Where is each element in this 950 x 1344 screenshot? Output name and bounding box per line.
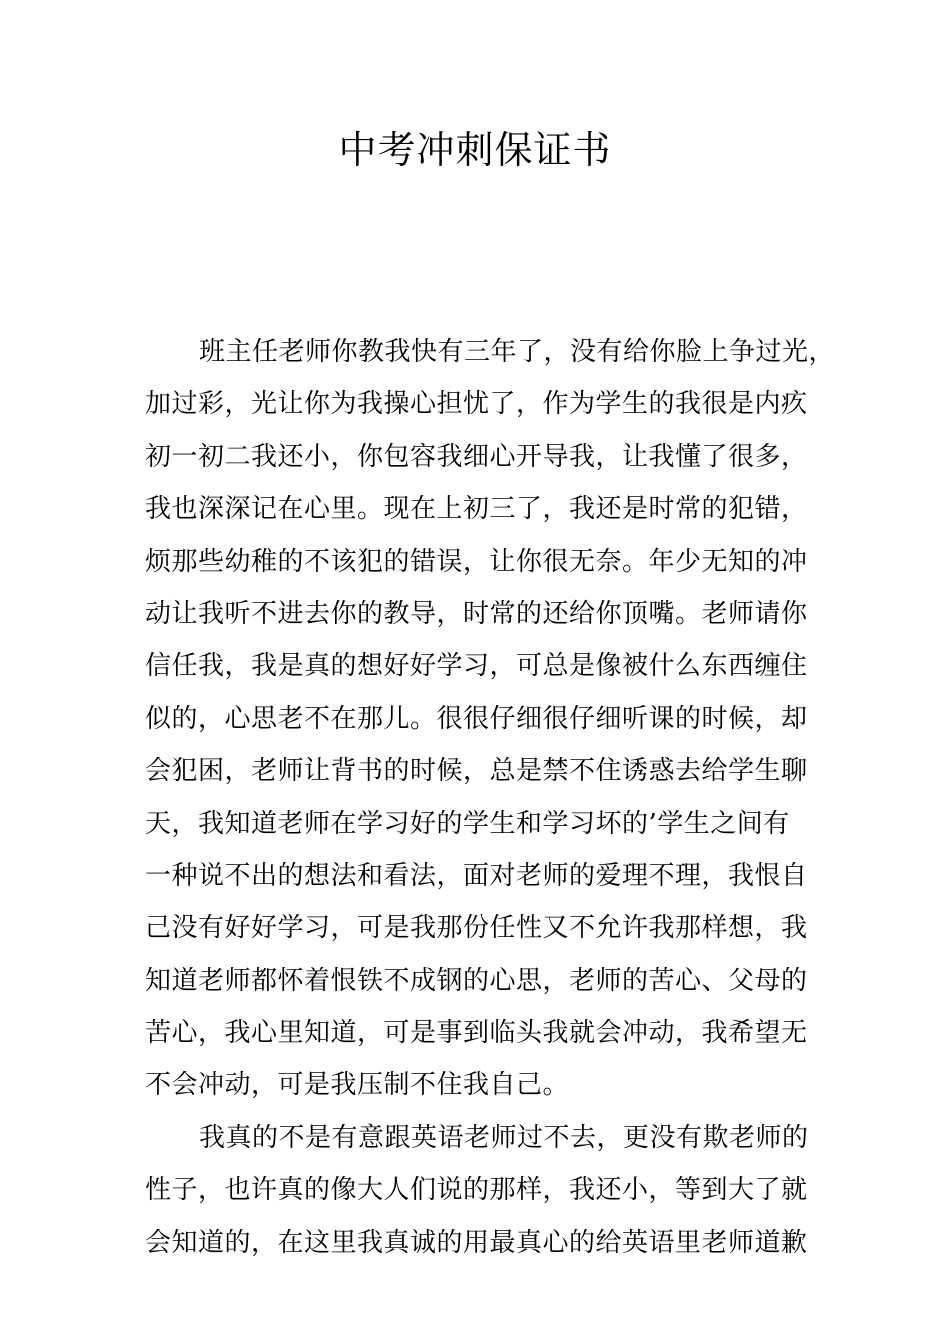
text-line: 我也深深记在心里。现在上初三了，我还是时常的犯错， (145, 494, 808, 525)
text-line: 一种说不出的想法和看法，面对老师的爱理不理，我恨自 (145, 860, 808, 891)
text-line: 加过彩，光让你为我操心担忧了，作为学生的我很是内疚 (145, 389, 808, 420)
text-line: 烦那些幼稚的不该犯的错误，让你很无奈。年少无知的冲 (145, 546, 808, 577)
text-line: 初一初二我还小，你包容我细心开导我，让我懂了很多， (145, 441, 808, 472)
document-title: 中考冲刺保证书 (338, 128, 612, 172)
text-line: 知道老师都怀着恨铁不成钢的心思，老师的苦心、父母的 (145, 965, 808, 996)
text-line: 班主任老师你教我快有三年了，没有给你脸上争过光， (199, 337, 836, 367)
text-line: 性子，也许真的像大人们说的那样，我还小，等到大了就 (145, 1175, 808, 1206)
text-line: 我真的不是有意跟英语老师过不去，更没有欺老师的 (199, 1122, 809, 1153)
text-line: 不会冲动，可是我压制不住我自己。 (145, 1070, 570, 1101)
text-line: 天，我知道老师在学习好的学生和学习坏的’学生之间有 (145, 808, 790, 839)
text-line: 会犯困，老师让背书的时候，总是禁不住诱惑去给学生聊 (145, 756, 808, 787)
text-line: 信任我，我是真的想好好学习，可总是像被什么东西缠住 (145, 651, 808, 682)
text-line: 己没有好好学习，可是我那份任性又不允许我那样想，我 (145, 913, 808, 944)
text-line: 动让我听不进去你的教导，时常的还给你顶嘴。老师请你 (145, 598, 808, 629)
text-line: 似的，心思老不在那儿。很很仔细很仔细听课的时候，却 (145, 703, 808, 734)
document-body (145, 326, 836, 1269)
text-line: 会知道的，在这里我真诚的用最真心的给英语里老师道歉 (145, 1227, 808, 1258)
text-line: 苦心，我心里知道，可是事到临头我就会冲动，我希望无 (145, 1018, 808, 1049)
